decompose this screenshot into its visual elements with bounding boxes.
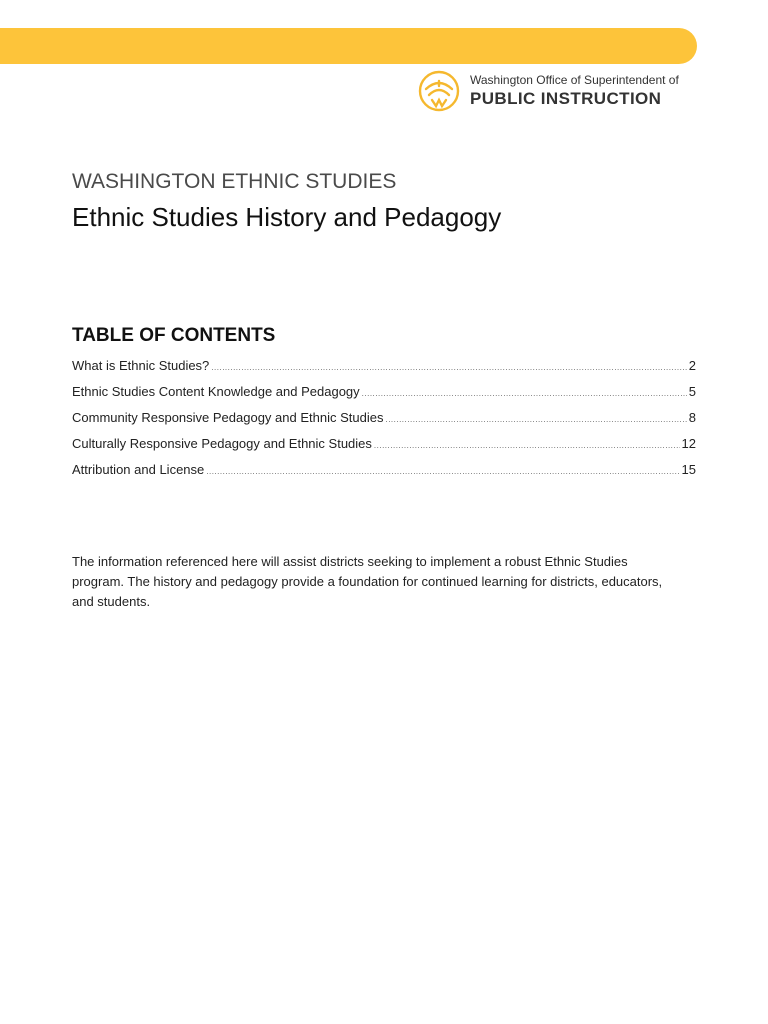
toc-entry-attribution-license[interactable]	[72, 462, 696, 488]
toc-entry-page: 12	[681, 436, 696, 451]
toc-dot-leader	[374, 441, 680, 450]
logo-agency-line: Washington Office of Superintendent of	[470, 72, 679, 87]
toc-entry-what-is-ethnic-studies[interactable]	[72, 358, 696, 384]
toc-heading: TABLE OF CONTENTS	[72, 325, 276, 346]
toc-entry-culturally-responsive[interactable]	[72, 436, 696, 462]
table-of-contents	[72, 358, 696, 488]
ospi-logo	[417, 68, 677, 114]
toc-entry-label: Attribution and License	[72, 462, 205, 477]
toc-entry-label: Culturally Responsive Pedagogy and Ethnic Studies	[72, 436, 372, 451]
wa-ospi-sun-logo-icon	[417, 69, 461, 113]
toc-entry-community-responsive[interactable]	[72, 410, 696, 436]
toc-entry-label: Ethnic Studies Content Knowledge and Pedagogy	[72, 384, 360, 399]
logo-agency-name: PUBLIC INSTRUCTION	[470, 88, 662, 108]
toc-entry-page: 15	[681, 462, 696, 477]
toc-entry-label: Community Responsive Pedagogy and Ethnic Studies	[72, 410, 384, 425]
toc-dot-leader	[206, 467, 679, 476]
toc-entry-content-knowledge[interactable]	[72, 384, 696, 410]
toc-dot-leader	[362, 389, 687, 398]
toc-entry-page: 5	[688, 384, 696, 399]
page-title: Ethnic Studies History and Pedagogy	[72, 202, 502, 232]
series-title: WASHINGTON ETHNIC STUDIES	[72, 170, 397, 193]
toc-dot-leader	[385, 415, 686, 424]
toc-entry-page: 2	[688, 358, 696, 373]
top-accent-bar	[0, 28, 697, 64]
toc-entry-label: What is Ethnic Studies?	[72, 358, 210, 373]
toc-entry-page: 8	[688, 410, 696, 425]
intro-paragraph: The information referenced here will assist districts seeking to implement a robust Ethnic Studies program. The history and pedagogy provide a foundation for continued learning for districts, educators, and students.	[72, 554, 663, 609]
toc-dot-leader	[211, 363, 686, 372]
